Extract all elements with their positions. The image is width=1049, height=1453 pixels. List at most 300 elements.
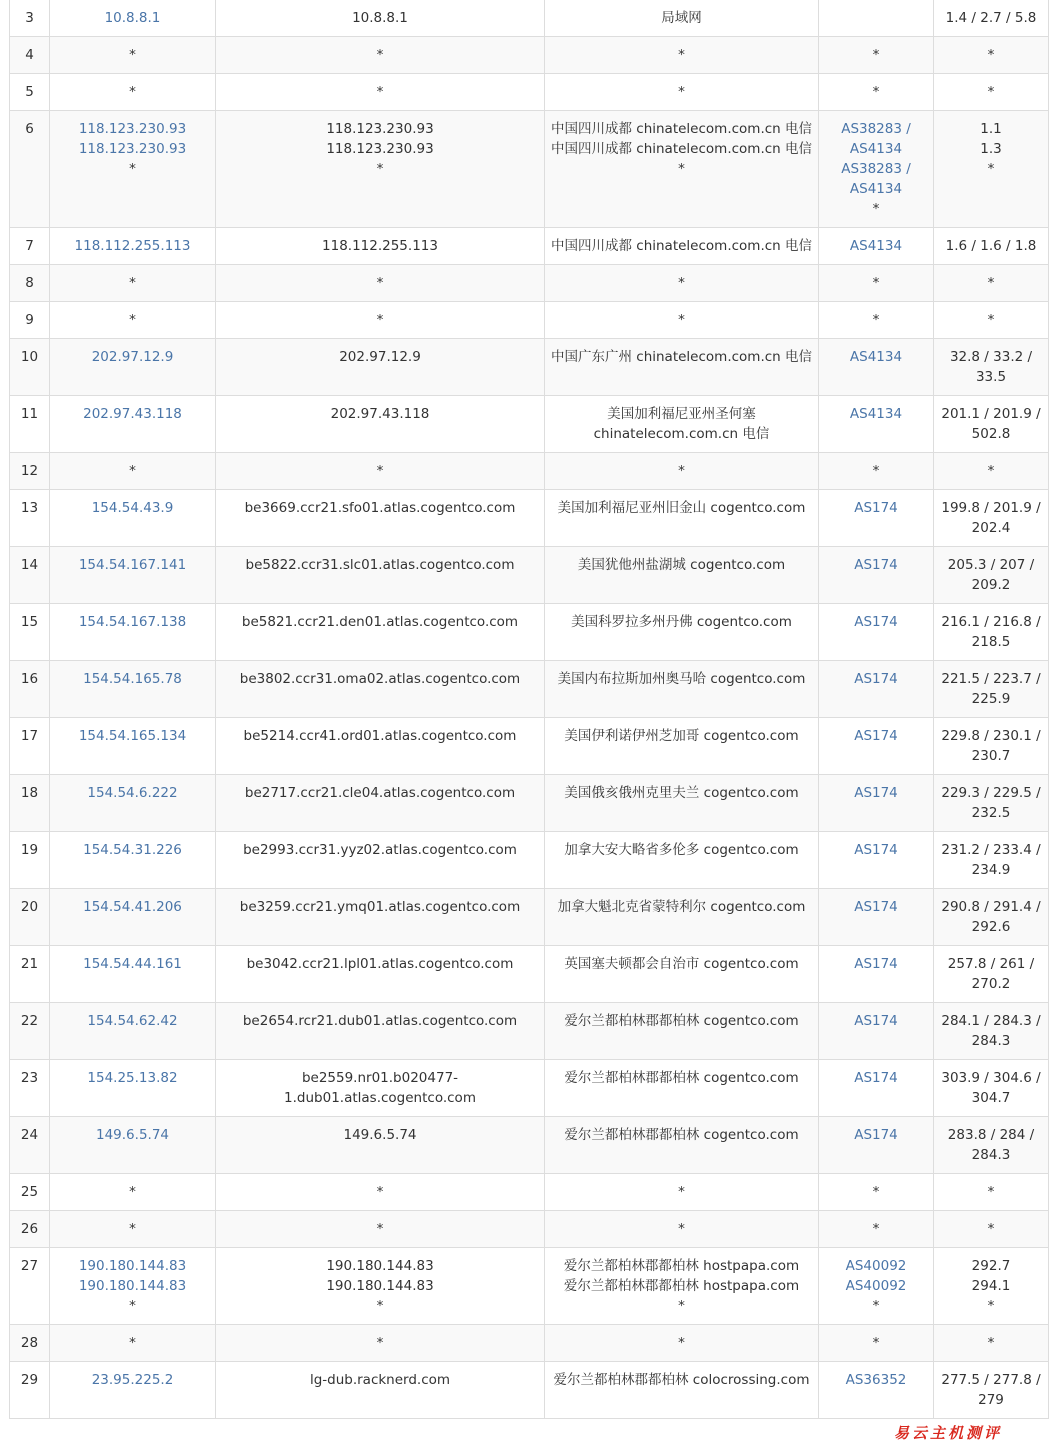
asn-link: *	[872, 312, 880, 328]
location-text: 加拿大安大略省多伦多 cogentco.com	[564, 842, 799, 858]
ip-link[interactable]: 154.54.43.9	[91, 500, 174, 516]
hop-row	[10, 832, 1049, 889]
hostname-cell	[216, 228, 545, 265]
hostname-cell	[216, 547, 545, 604]
location-text: *	[678, 1298, 685, 1314]
ip-cell	[50, 547, 216, 604]
asn-link[interactable]: AS174	[854, 1070, 898, 1086]
latency-cell	[934, 889, 1049, 946]
location-cell	[545, 1117, 819, 1174]
location-cell	[545, 1060, 819, 1117]
ip-link: *	[129, 312, 136, 328]
hop-row	[10, 946, 1049, 1003]
hostname-cell	[216, 832, 545, 889]
asn-cell	[819, 453, 934, 490]
asn-link: *	[872, 1298, 880, 1314]
latency-text: 1.6 / 1.6 / 1.8	[945, 238, 1037, 254]
asn-link: *	[872, 201, 880, 217]
location-cell	[545, 661, 819, 718]
hostname-text: be5821.ccr21.den01.atlas.cogentco.com	[241, 614, 519, 630]
location-text: 爱尔兰都柏林郡都柏林 cogentco.com	[564, 1127, 799, 1143]
hop-number: 8	[25, 275, 34, 291]
hop-number-cell	[10, 74, 50, 111]
latency-cell	[934, 661, 1049, 718]
latency-text: 229.8 / 230.1 / 230.7	[941, 728, 1041, 764]
latency-text: *	[987, 275, 995, 291]
hop-number-cell	[10, 0, 50, 37]
hostname-cell	[216, 396, 545, 453]
hop-number-cell	[10, 832, 50, 889]
hop-number: 25	[20, 1184, 39, 1200]
hop-number: 19	[20, 842, 39, 858]
asn-cell	[819, 1174, 934, 1211]
hop-row	[10, 604, 1049, 661]
hostname-text: *	[376, 463, 384, 479]
ip-cell	[50, 228, 216, 265]
hop-row	[10, 396, 1049, 453]
latency-text: *	[987, 463, 995, 479]
latency-cell	[934, 1211, 1049, 1248]
hop-number-cell	[10, 604, 50, 661]
hop-row	[10, 453, 1049, 490]
hostname-cell	[216, 265, 545, 302]
hostname-cell	[216, 718, 545, 775]
latency-text: *	[987, 1335, 995, 1351]
hop-number-cell	[10, 37, 50, 74]
location-cell	[545, 1325, 819, 1362]
ip-link: *	[129, 161, 136, 177]
hostname-text: be3802.ccr31.oma02.atlas.cogentco.com	[239, 671, 521, 687]
latency-text: *	[987, 84, 995, 100]
hostname-text: *	[376, 161, 384, 177]
asn-link[interactable]: AS174	[854, 1013, 898, 1029]
location-text: 中国广东广州 chinatelecom.com.cn 电信	[550, 349, 813, 365]
latency-cell	[934, 396, 1049, 453]
ip-link[interactable]: 118.112.255.113	[74, 238, 191, 254]
asn-link: *	[872, 47, 880, 63]
ip-cell	[50, 832, 216, 889]
asn-link[interactable]: AS4134	[849, 349, 903, 365]
hostname-cell	[216, 1174, 545, 1211]
ip-link[interactable]: 154.54.167.141	[78, 557, 187, 573]
hop-number-cell	[10, 453, 50, 490]
hostname-text: 190.180.144.83	[326, 1278, 434, 1294]
location-cell	[545, 1362, 819, 1419]
ip-link[interactable]: 154.54.167.138	[78, 614, 187, 630]
ip-cell	[50, 661, 216, 718]
hop-number-cell	[10, 228, 50, 265]
hop-number: 18	[20, 785, 39, 801]
asn-link[interactable]: AS40092	[845, 1258, 907, 1274]
hostname-text: be3042.ccr21.lpl01.atlas.cogentco.com	[246, 956, 514, 972]
latency-cell	[934, 775, 1049, 832]
latency-cell	[934, 490, 1049, 547]
hostname-text: *	[376, 312, 384, 328]
hop-number: 4	[25, 47, 34, 63]
hostname-cell	[216, 111, 545, 228]
hostname-text: *	[376, 47, 384, 63]
ip-cell	[50, 74, 216, 111]
hop-row	[10, 302, 1049, 339]
ip-link[interactable]: 154.54.165.78	[83, 671, 182, 687]
ip-link[interactable]: 118.123.230.93	[78, 141, 187, 157]
location-cell	[545, 111, 819, 228]
hostname-text: be5822.ccr31.slc01.atlas.cogentco.com	[245, 557, 515, 573]
location-text: 美国内布拉斯加州奥马哈 cogentco.com	[557, 671, 806, 687]
latency-text: 277.5 / 277.8 / 279	[941, 1372, 1041, 1408]
hop-number-cell	[10, 1174, 50, 1211]
asn-link[interactable]: AS36352	[845, 1372, 907, 1388]
hop-row	[10, 775, 1049, 832]
hostname-cell	[216, 0, 545, 37]
asn-cell	[819, 1211, 934, 1248]
hop-number-cell	[10, 1211, 50, 1248]
location-text: *	[678, 47, 685, 63]
location-text: *	[678, 275, 685, 291]
hop-number-cell	[10, 396, 50, 453]
latency-cell	[934, 604, 1049, 661]
asn-link[interactable]: AS174	[854, 671, 898, 687]
hop-row	[10, 1248, 1049, 1325]
asn-cell	[819, 0, 934, 37]
hop-number: 13	[20, 500, 39, 516]
hostname-text: 190.180.144.83	[326, 1258, 434, 1274]
asn-link[interactable]: AS38283 / AS4134	[841, 121, 911, 157]
location-text: 美国伊利诺伊州芝加哥 cogentco.com	[564, 728, 799, 744]
asn-link[interactable]: AS40092	[845, 1278, 907, 1294]
ip-link[interactable]: 154.54.41.206	[83, 899, 182, 915]
ip-cell	[50, 1248, 216, 1325]
location-cell	[545, 889, 819, 946]
location-text: 爱尔兰都柏林郡都柏林 cogentco.com	[564, 1070, 799, 1086]
location-cell	[545, 453, 819, 490]
hostname-cell	[216, 453, 545, 490]
hop-row	[10, 265, 1049, 302]
hostname-text: *	[376, 1298, 384, 1314]
hostname-cell	[216, 946, 545, 1003]
ip-link[interactable]: 202.97.12.9	[91, 349, 174, 365]
ip-cell	[50, 111, 216, 228]
latency-cell	[934, 1060, 1049, 1117]
asn-cell	[819, 547, 934, 604]
hop-number-cell	[10, 339, 50, 396]
hostname-cell	[216, 37, 545, 74]
location-cell	[545, 1003, 819, 1060]
latency-text: 205.3 / 207 / 209.2	[947, 557, 1035, 593]
asn-cell	[819, 302, 934, 339]
hop-row	[10, 339, 1049, 396]
location-cell	[545, 1211, 819, 1248]
ip-link[interactable]: 154.54.165.134	[78, 728, 187, 744]
ip-link: *	[129, 84, 136, 100]
hostname-text: be2559.nr01.b020477-1.dub01.atlas.cogentco.com	[284, 1070, 476, 1106]
hop-row	[10, 889, 1049, 946]
ip-cell	[50, 453, 216, 490]
hop-number-cell	[10, 946, 50, 1003]
location-text: 中国四川成都 chinatelecom.com.cn 电信	[550, 238, 813, 254]
location-text: *	[678, 1221, 685, 1237]
hop-number-cell	[10, 1117, 50, 1174]
latency-cell	[934, 1003, 1049, 1060]
location-text: *	[678, 161, 685, 177]
ip-link[interactable]: 154.54.31.226	[83, 842, 182, 858]
ip-cell	[50, 889, 216, 946]
ip-cell	[50, 1060, 216, 1117]
hop-row	[10, 661, 1049, 718]
hostname-text: be2993.ccr31.yyz02.atlas.cogentco.com	[243, 842, 517, 858]
hop-number-cell	[10, 1003, 50, 1060]
ip-cell	[50, 265, 216, 302]
hostname-text: 10.8.8.1	[352, 10, 408, 26]
latency-text: 1.4 / 2.7 / 5.8	[945, 10, 1037, 26]
hostname-text: *	[376, 1335, 384, 1351]
asn-cell	[819, 1060, 934, 1117]
hop-number: 16	[20, 671, 39, 687]
latency-text: 229.3 / 229.5 / 232.5	[941, 785, 1041, 821]
ip-link[interactable]: 190.180.144.83	[78, 1258, 187, 1274]
hostname-cell	[216, 490, 545, 547]
hostname-text: 202.97.43.118	[330, 406, 430, 422]
latency-cell	[934, 265, 1049, 302]
ip-cell	[50, 1325, 216, 1362]
latency-cell	[934, 339, 1049, 396]
asn-cell	[819, 490, 934, 547]
hop-row	[10, 1003, 1049, 1060]
hostname-text: *	[376, 275, 384, 291]
latency-text: 1.1 1.3 *	[980, 121, 1002, 177]
asn-link[interactable]: AS174	[854, 728, 898, 744]
hostname-cell	[216, 74, 545, 111]
asn-link[interactable]: AS174	[854, 956, 898, 972]
asn-link[interactable]: AS174	[854, 614, 898, 630]
hop-number: 17	[20, 728, 39, 744]
hostname-cell	[216, 889, 545, 946]
hop-number: 14	[20, 557, 39, 573]
ip-link: *	[129, 463, 136, 479]
latency-cell	[934, 228, 1049, 265]
asn-link[interactable]: AS38283 / AS4134	[841, 161, 911, 197]
ip-link[interactable]: 154.54.62.42	[87, 1013, 178, 1029]
ip-link: *	[129, 1335, 136, 1351]
latency-text: 290.8 / 291.4 / 292.6	[941, 899, 1041, 935]
latency-cell	[934, 718, 1049, 775]
location-cell	[545, 339, 819, 396]
location-cell	[545, 228, 819, 265]
location-text: 美国犹他州盐湖城 cogentco.com	[577, 557, 786, 573]
location-cell	[545, 1248, 819, 1325]
hop-row	[10, 1362, 1049, 1419]
hop-number: 6	[25, 121, 34, 137]
hop-row	[10, 1211, 1049, 1248]
location-text: 中国四川成都 chinatelecom.com.cn 电信	[550, 141, 813, 157]
latency-text: 199.8 / 201.9 / 202.4	[941, 500, 1041, 536]
ip-cell	[50, 339, 216, 396]
location-cell	[545, 265, 819, 302]
hostname-cell	[216, 1248, 545, 1325]
location-cell	[545, 0, 819, 37]
hop-row	[10, 718, 1049, 775]
hop-number-cell	[10, 1060, 50, 1117]
latency-cell	[934, 111, 1049, 228]
asn-link: *	[872, 275, 880, 291]
traceroute-table	[9, 0, 1049, 1419]
ip-link: *	[129, 1184, 136, 1200]
hop-number-cell	[10, 1248, 50, 1325]
asn-link[interactable]: AS174	[854, 842, 898, 858]
hop-number: 20	[20, 899, 39, 915]
asn-link[interactable]: AS174	[854, 500, 898, 516]
ip-link[interactable]: 154.54.6.222	[87, 785, 178, 801]
hop-row	[10, 1325, 1049, 1362]
ip-link[interactable]: 23.95.225.2	[91, 1372, 174, 1388]
asn-link[interactable]: AS174	[854, 557, 898, 573]
latency-cell	[934, 302, 1049, 339]
latency-cell	[934, 1174, 1049, 1211]
location-text: 爱尔兰都柏林郡都柏林 colocrossing.com	[553, 1372, 810, 1388]
hop-row	[10, 228, 1049, 265]
location-text: 英国塞夫顿都会自治市 cogentco.com	[564, 956, 799, 972]
hostname-text: lg-dub.racknerd.com	[309, 1372, 451, 1388]
asn-link[interactable]: AS4134	[849, 238, 903, 254]
latency-cell	[934, 1362, 1049, 1419]
asn-cell	[819, 1117, 934, 1174]
location-text: *	[678, 84, 685, 100]
hop-number-cell	[10, 490, 50, 547]
ip-cell	[50, 718, 216, 775]
hop-number: 11	[20, 406, 39, 422]
latency-cell	[934, 547, 1049, 604]
asn-link[interactable]: AS174	[854, 1127, 898, 1143]
location-cell	[545, 832, 819, 889]
location-cell	[545, 490, 819, 547]
latency-cell	[934, 832, 1049, 889]
location-cell	[545, 396, 819, 453]
asn-link[interactable]: AS174	[854, 785, 898, 801]
ip-link[interactable]: 154.54.44.161	[83, 956, 182, 972]
latency-text: 231.2 / 233.4 / 234.9	[941, 842, 1041, 878]
asn-cell	[819, 604, 934, 661]
latency-text: *	[987, 312, 995, 328]
hostname-text: 118.123.230.93	[326, 121, 434, 137]
ip-link[interactable]: 190.180.144.83	[78, 1278, 187, 1294]
hop-number: 7	[25, 238, 34, 254]
hop-row	[10, 111, 1049, 228]
hop-number: 27	[20, 1258, 39, 1274]
asn-link: *	[872, 1184, 880, 1200]
location-cell	[545, 775, 819, 832]
asn-cell	[819, 832, 934, 889]
asn-cell	[819, 228, 934, 265]
hostname-cell	[216, 661, 545, 718]
hop-number-cell	[10, 302, 50, 339]
ip-link: *	[129, 47, 136, 63]
location-text: 中国四川成都 chinatelecom.com.cn 电信	[550, 121, 813, 137]
asn-link: *	[872, 84, 880, 100]
hop-number-cell	[10, 718, 50, 775]
ip-cell	[50, 0, 216, 37]
latency-cell	[934, 1248, 1049, 1325]
hostname-text: be3259.ccr21.ymq01.atlas.cogentco.com	[239, 899, 521, 915]
location-text: *	[678, 1184, 685, 1200]
hop-number: 3	[25, 10, 34, 26]
hop-number-cell	[10, 1362, 50, 1419]
ip-cell	[50, 775, 216, 832]
ip-cell	[50, 490, 216, 547]
hostname-cell	[216, 1117, 545, 1174]
ip-cell	[50, 946, 216, 1003]
location-text: *	[678, 312, 685, 328]
hop-row	[10, 0, 1049, 37]
ip-link: *	[129, 1298, 136, 1314]
ip-cell	[50, 1362, 216, 1419]
location-text: 局域网	[661, 10, 702, 26]
ip-link: *	[129, 275, 136, 291]
ip-link[interactable]: 154.25.13.82	[87, 1070, 178, 1086]
asn-cell	[819, 37, 934, 74]
location-text: 加拿大魁北克省蒙特利尔 cogentco.com	[557, 899, 806, 915]
hop-number-cell	[10, 265, 50, 302]
ip-cell	[50, 604, 216, 661]
location-text: *	[678, 1335, 685, 1351]
ip-cell	[50, 302, 216, 339]
location-cell	[545, 1174, 819, 1211]
location-cell	[545, 604, 819, 661]
location-cell	[545, 37, 819, 74]
ip-cell	[50, 1174, 216, 1211]
latency-text: 283.8 / 284 / 284.3	[947, 1127, 1035, 1163]
asn-cell	[819, 775, 934, 832]
ip-link[interactable]: 202.97.43.118	[83, 406, 182, 422]
ip-link[interactable]: 149.6.5.74	[96, 1127, 169, 1143]
hop-number: 12	[20, 463, 39, 479]
hostname-text: *	[376, 1221, 384, 1237]
latency-text: 201.1 / 201.9 / 502.8	[941, 406, 1041, 442]
hostname-text: be5214.ccr41.ord01.atlas.cogentco.com	[243, 728, 517, 744]
latency-text: 32.8 / 33.2 / 33.5	[949, 349, 1033, 385]
hostname-text: *	[376, 84, 384, 100]
latency-text: 257.8 / 261 / 270.2	[947, 956, 1035, 992]
asn-link[interactable]: AS174	[854, 899, 898, 915]
ip-link[interactable]: 118.123.230.93	[78, 121, 187, 137]
ip-link[interactable]: 10.8.8.1	[104, 10, 161, 26]
latency-cell	[934, 1325, 1049, 1362]
hostname-cell	[216, 1003, 545, 1060]
location-text: *	[678, 463, 685, 479]
hop-number: 10	[20, 349, 39, 365]
asn-cell	[819, 74, 934, 111]
latency-text: *	[987, 1221, 995, 1237]
hostname-cell	[216, 1060, 545, 1117]
latency-cell	[934, 74, 1049, 111]
location-cell	[545, 74, 819, 111]
location-text: 美国科罗拉多州丹佛 cogentco.com	[571, 614, 792, 630]
hostname-text: be2717.ccr21.cle04.atlas.cogentco.com	[244, 785, 516, 801]
asn-cell	[819, 946, 934, 1003]
latency-cell	[934, 1117, 1049, 1174]
hostname-cell	[216, 604, 545, 661]
latency-text: 284.1 / 284.3 / 284.3	[941, 1013, 1041, 1049]
asn-link[interactable]: AS4134	[849, 406, 903, 422]
hop-row	[10, 74, 1049, 111]
asn-cell	[819, 889, 934, 946]
asn-cell	[819, 265, 934, 302]
asn-cell	[819, 661, 934, 718]
latency-cell	[934, 453, 1049, 490]
hop-number: 9	[25, 312, 34, 328]
hostname-cell	[216, 1325, 545, 1362]
hop-number: 24	[20, 1127, 39, 1143]
hostname-text: be3669.ccr21.sfo01.atlas.cogentco.com	[244, 500, 516, 516]
